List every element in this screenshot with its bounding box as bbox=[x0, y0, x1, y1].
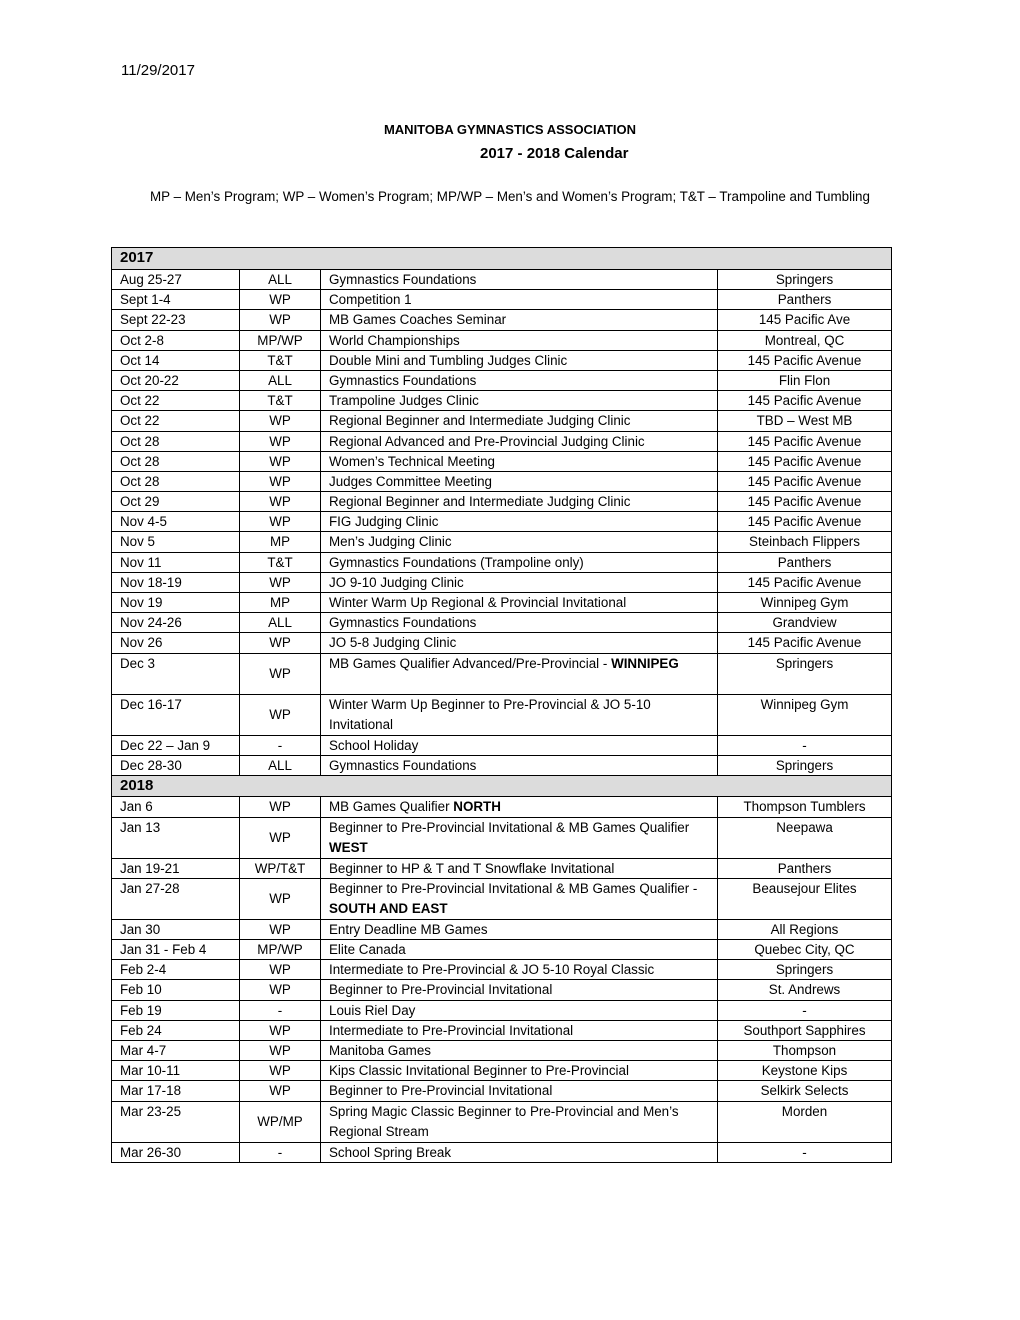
year-label: 2018 bbox=[112, 775, 892, 797]
event-date: Mar 10-11 bbox=[112, 1061, 240, 1081]
event-program: T&T bbox=[240, 552, 321, 572]
event-row bbox=[112, 940, 892, 960]
event-date: Dec 3 bbox=[112, 653, 240, 694]
event-date: Oct 28 bbox=[112, 431, 240, 451]
event-name bbox=[321, 653, 718, 694]
event-row bbox=[112, 350, 892, 370]
event-name-text: Regional Beginner and Intermediate Judging Clinic bbox=[329, 413, 631, 429]
event-row bbox=[112, 653, 892, 694]
event-date: Jan 19-21 bbox=[112, 858, 240, 878]
event-row bbox=[112, 1081, 892, 1101]
event-program: MP bbox=[240, 532, 321, 552]
event-name bbox=[321, 370, 718, 390]
event-region-label: WINNIPEG bbox=[611, 655, 679, 671]
event-date: Oct 2-8 bbox=[112, 330, 240, 350]
event-location: Winnipeg Gym bbox=[718, 593, 892, 613]
event-name-text: Gymnastics Foundations bbox=[329, 757, 477, 773]
event-location: Steinbach Flippers bbox=[718, 532, 892, 552]
event-program: WP bbox=[240, 1081, 321, 1101]
event-date: Oct 14 bbox=[112, 350, 240, 370]
event-row bbox=[112, 797, 892, 817]
event-row bbox=[112, 290, 892, 310]
event-program: WP bbox=[240, 310, 321, 330]
event-name-text: Judges Committee Meeting bbox=[329, 473, 492, 489]
event-row bbox=[112, 1101, 892, 1142]
event-location: 145 Pacific Avenue bbox=[718, 350, 892, 370]
event-row bbox=[112, 471, 892, 491]
event-program: WP bbox=[240, 878, 321, 919]
event-name-text: Beginner to Pre-Provincial Invitational bbox=[329, 1083, 553, 1099]
event-location: Montreal, QC bbox=[718, 330, 892, 350]
event-name bbox=[321, 940, 718, 960]
event-location: 145 Pacific Avenue bbox=[718, 492, 892, 512]
event-region-label: NORTH bbox=[453, 799, 501, 815]
event-date: Sept 1-4 bbox=[112, 290, 240, 310]
event-location: Panthers bbox=[718, 290, 892, 310]
event-name-text: JO 5-8 Judging Clinic bbox=[329, 635, 457, 651]
event-row bbox=[112, 572, 892, 592]
event-name-text: JO 9-10 Judging Clinic bbox=[329, 574, 464, 590]
event-program: ALL bbox=[240, 755, 321, 775]
event-name-text: Regional Advanced and Pre-Provincial Judging Clinic bbox=[329, 433, 645, 449]
event-name-text: Intermediate to Pre-Provincial & JO 5-10 Royal Classic bbox=[329, 962, 655, 978]
event-name bbox=[321, 310, 718, 330]
event-location: 145 Pacific Avenue bbox=[718, 451, 892, 471]
document-date: 11/29/2017 bbox=[121, 62, 195, 79]
event-program: WP bbox=[240, 471, 321, 491]
event-name-text: Winter Warm Up Regional & Provincial Invitational bbox=[329, 595, 627, 610]
event-name-text: Entry Deadline MB Games bbox=[329, 921, 488, 937]
event-name bbox=[321, 1101, 718, 1142]
event-row bbox=[112, 755, 892, 775]
event-location: Thompson bbox=[718, 1040, 892, 1060]
event-row bbox=[112, 431, 892, 451]
event-location: 145 Pacific Avenue bbox=[718, 391, 892, 411]
event-name bbox=[321, 1020, 718, 1040]
event-date: Dec 16-17 bbox=[112, 694, 240, 735]
event-row bbox=[112, 817, 892, 858]
event-name bbox=[321, 492, 718, 512]
event-program: WP bbox=[240, 1040, 321, 1060]
event-name bbox=[321, 451, 718, 471]
event-name-text: Beginner to Pre-Provincial Invitational & MB Games Qualifier bbox=[329, 819, 690, 835]
event-name-text: School Holiday bbox=[329, 737, 419, 753]
event-row bbox=[112, 694, 892, 735]
event-program: T&T bbox=[240, 391, 321, 411]
event-location: 145 Pacific Avenue bbox=[718, 512, 892, 532]
event-name bbox=[321, 980, 718, 1000]
program-legend: MP – Men’s Program; WP – Women’s Program; MP/WP – Men’s and Women’s Program; T&T – Trampoline and Tumbling bbox=[150, 189, 870, 204]
event-region-label: SOUTH AND EAST bbox=[329, 900, 448, 916]
event-name bbox=[321, 532, 718, 552]
event-name bbox=[321, 797, 718, 817]
event-location: 145 Pacific Ave bbox=[718, 310, 892, 330]
event-date: Aug 25-27 bbox=[112, 270, 240, 290]
event-name bbox=[321, 1000, 718, 1020]
event-program: MP/WP bbox=[240, 940, 321, 960]
event-row bbox=[112, 960, 892, 980]
event-date: Mar 23-25 bbox=[112, 1101, 240, 1142]
event-name-text: Manitoba Games bbox=[329, 1042, 431, 1058]
event-name-text: Beginner to Pre-Provincial Invitational & MB Games Qualifier - bbox=[329, 880, 698, 896]
event-date: Jan 27-28 bbox=[112, 878, 240, 919]
event-location: Grandview bbox=[718, 613, 892, 633]
event-row bbox=[112, 878, 892, 919]
event-name bbox=[321, 817, 718, 858]
event-location: 145 Pacific Avenue bbox=[718, 431, 892, 451]
event-date: Nov 24-26 bbox=[112, 613, 240, 633]
event-name-text: Competition 1 bbox=[329, 292, 412, 308]
event-name bbox=[321, 552, 718, 572]
event-location: Panthers bbox=[718, 552, 892, 572]
event-name bbox=[321, 330, 718, 350]
event-name-text: Beginner to HP & T and T Snowflake Invitational bbox=[329, 860, 615, 876]
event-program: WP bbox=[240, 431, 321, 451]
event-name bbox=[321, 350, 718, 370]
event-date: Mar 17-18 bbox=[112, 1081, 240, 1101]
event-name-text: Gymnastics Foundations bbox=[329, 372, 477, 388]
event-program: WP bbox=[240, 694, 321, 735]
event-date: Oct 22 bbox=[112, 391, 240, 411]
event-program: - bbox=[240, 1000, 321, 1020]
event-program: WP bbox=[240, 797, 321, 817]
event-row bbox=[112, 1040, 892, 1060]
event-name-text: Gymnastics Foundations bbox=[329, 272, 477, 287]
event-region-label: WEST bbox=[329, 839, 368, 855]
event-date: Oct 28 bbox=[112, 451, 240, 471]
event-row bbox=[112, 310, 892, 330]
calendar-title: 2017 - 2018 Calendar bbox=[480, 145, 629, 162]
event-program: WP/T&T bbox=[240, 858, 321, 878]
organization-name: MANITOBA GYMNASTICS ASSOCIATION bbox=[383, 122, 637, 137]
event-location: Springers bbox=[718, 653, 892, 694]
event-name bbox=[321, 633, 718, 653]
event-date: Oct 29 bbox=[112, 492, 240, 512]
event-name-text: MB Games Qualifier bbox=[329, 799, 454, 815]
calendar-table bbox=[111, 247, 892, 1163]
event-name-text: Intermediate to Pre-Provincial Invitational bbox=[329, 1022, 574, 1038]
event-name-text: Spring Magic Classic Beginner to Pre-Provincial and Men’s Regional Stream bbox=[329, 1103, 679, 1139]
event-name bbox=[321, 694, 718, 735]
event-row bbox=[112, 633, 892, 653]
event-program: WP bbox=[240, 290, 321, 310]
event-name bbox=[321, 270, 718, 290]
event-name bbox=[321, 858, 718, 878]
event-row bbox=[112, 391, 892, 411]
event-program: WP/MP bbox=[240, 1101, 321, 1142]
event-date: Nov 5 bbox=[112, 532, 240, 552]
event-location: 145 Pacific Avenue bbox=[718, 633, 892, 653]
event-name bbox=[321, 919, 718, 939]
event-name-text: Winter Warm Up Beginner to Pre-Provincial & JO 5-10 Invitational bbox=[329, 696, 651, 732]
event-row bbox=[112, 593, 892, 613]
event-program: ALL bbox=[240, 370, 321, 390]
event-name bbox=[321, 411, 718, 431]
event-location: Neepawa bbox=[718, 817, 892, 858]
event-date: Jan 30 bbox=[112, 919, 240, 939]
event-name bbox=[321, 1081, 718, 1101]
event-program: WP bbox=[240, 919, 321, 939]
event-name bbox=[321, 593, 718, 613]
event-row bbox=[112, 552, 892, 572]
event-name bbox=[321, 878, 718, 919]
event-date: Oct 28 bbox=[112, 471, 240, 491]
event-date: Dec 22 – Jan 9 bbox=[112, 735, 240, 755]
event-location: - bbox=[718, 1142, 892, 1162]
event-location: Selkirk Selects bbox=[718, 1081, 892, 1101]
event-name-text: MB Games Qualifier Advanced/Pre-Provincial - bbox=[329, 655, 612, 671]
event-location: Winnipeg Gym bbox=[718, 694, 892, 735]
event-location: Flin Flon bbox=[718, 370, 892, 390]
event-date: Sept 22-23 bbox=[112, 310, 240, 330]
event-date: Mar 4-7 bbox=[112, 1040, 240, 1060]
event-name bbox=[321, 471, 718, 491]
event-program: WP bbox=[240, 653, 321, 694]
event-row bbox=[112, 1142, 892, 1162]
event-row bbox=[112, 735, 892, 755]
event-program: WP bbox=[240, 411, 321, 431]
event-location: 145 Pacific Avenue bbox=[718, 572, 892, 592]
event-name bbox=[321, 613, 718, 633]
event-location: Keystone Kips bbox=[718, 1061, 892, 1081]
event-location: Springers bbox=[718, 270, 892, 290]
event-location: Beausejour Elites bbox=[718, 878, 892, 919]
event-row bbox=[112, 1000, 892, 1020]
event-name bbox=[321, 1040, 718, 1060]
event-date: Nov 11 bbox=[112, 552, 240, 572]
event-name-text: FIG Judging Clinic bbox=[329, 514, 439, 530]
event-program: WP bbox=[240, 492, 321, 512]
event-program: MP bbox=[240, 593, 321, 613]
event-program: ALL bbox=[240, 270, 321, 290]
event-date: Mar 26-30 bbox=[112, 1142, 240, 1162]
event-date: Feb 19 bbox=[112, 1000, 240, 1020]
event-name-text: Louis Riel Day bbox=[329, 1002, 416, 1018]
event-location: Quebec City, QC bbox=[718, 940, 892, 960]
event-row bbox=[112, 1020, 892, 1040]
event-row bbox=[112, 858, 892, 878]
event-program: WP bbox=[240, 572, 321, 592]
event-row bbox=[112, 980, 892, 1000]
event-name bbox=[321, 290, 718, 310]
event-program: WP bbox=[240, 960, 321, 980]
event-name bbox=[321, 1142, 718, 1162]
event-name-text: Trampoline Judges Clinic bbox=[329, 393, 479, 409]
event-date: Jan 6 bbox=[112, 797, 240, 817]
year-label: 2017 bbox=[112, 248, 892, 270]
event-name bbox=[321, 755, 718, 775]
event-row bbox=[112, 919, 892, 939]
event-program: WP bbox=[240, 817, 321, 858]
event-program: WP bbox=[240, 451, 321, 471]
event-location: TBD – West MB bbox=[718, 411, 892, 431]
event-program: WP bbox=[240, 1020, 321, 1040]
event-program: WP bbox=[240, 633, 321, 653]
event-program: WP bbox=[240, 1061, 321, 1081]
event-name-text: World Championships bbox=[329, 332, 460, 348]
event-name bbox=[321, 1061, 718, 1081]
event-row bbox=[112, 270, 892, 290]
event-date: Feb 24 bbox=[112, 1020, 240, 1040]
event-location: - bbox=[718, 735, 892, 755]
event-location: - bbox=[718, 1000, 892, 1020]
event-name-text: Beginner to Pre-Provincial Invitational bbox=[329, 982, 553, 998]
event-location: Springers bbox=[718, 960, 892, 980]
year-header-row bbox=[112, 248, 892, 270]
event-program: ALL bbox=[240, 613, 321, 633]
event-location: All Regions bbox=[718, 919, 892, 939]
event-name-text: Men’s Judging Clinic bbox=[329, 534, 452, 550]
event-row bbox=[112, 370, 892, 390]
event-program: - bbox=[240, 1142, 321, 1162]
event-location: Panthers bbox=[718, 858, 892, 878]
event-name-text: Regional Beginner and Intermediate Judging Clinic bbox=[329, 494, 631, 510]
event-name-text: Women’s Technical Meeting bbox=[329, 453, 495, 469]
event-date: Oct 22 bbox=[112, 411, 240, 431]
event-program: WP bbox=[240, 512, 321, 532]
event-name-text: MB Games Coaches Seminar bbox=[329, 312, 507, 328]
event-location: Springers bbox=[718, 755, 892, 775]
event-name-text: Gymnastics Foundations (Trampoline only) bbox=[329, 554, 584, 570]
event-row bbox=[112, 512, 892, 532]
event-row bbox=[112, 451, 892, 471]
event-date: Oct 20-22 bbox=[112, 370, 240, 390]
event-program: WP bbox=[240, 980, 321, 1000]
event-name bbox=[321, 512, 718, 532]
event-location: Thompson Tumblers bbox=[718, 797, 892, 817]
event-name-text: Elite Canada bbox=[329, 942, 406, 957]
event-name bbox=[321, 735, 718, 755]
event-location: Southport Sapphires bbox=[718, 1020, 892, 1040]
event-date: Jan 31 - Feb 4 bbox=[112, 940, 240, 960]
event-date: Nov 18-19 bbox=[112, 572, 240, 592]
event-name bbox=[321, 431, 718, 451]
year-header-row bbox=[112, 775, 892, 797]
event-date: Nov 19 bbox=[112, 593, 240, 613]
event-date: Dec 28-30 bbox=[112, 755, 240, 775]
event-program: MP/WP bbox=[240, 330, 321, 350]
event-date: Nov 26 bbox=[112, 633, 240, 653]
event-name bbox=[321, 572, 718, 592]
event-program: T&T bbox=[240, 350, 321, 370]
event-location: 145 Pacific Avenue bbox=[718, 471, 892, 491]
event-location: St. Andrews bbox=[718, 980, 892, 1000]
event-row bbox=[112, 411, 892, 431]
event-date: Feb 10 bbox=[112, 980, 240, 1000]
event-name-text: Kips Classic Invitational Beginner to Pre-Provincial bbox=[329, 1063, 629, 1079]
event-date: Jan 13 bbox=[112, 817, 240, 858]
event-program: - bbox=[240, 735, 321, 755]
event-name-text: Gymnastics Foundations bbox=[329, 615, 477, 631]
event-location: Morden bbox=[718, 1101, 892, 1142]
event-date: Feb 2-4 bbox=[112, 960, 240, 980]
event-name-text: School Spring Break bbox=[329, 1144, 452, 1160]
event-row bbox=[112, 532, 892, 552]
event-row bbox=[112, 613, 892, 633]
event-row bbox=[112, 1061, 892, 1081]
event-name bbox=[321, 391, 718, 411]
event-name-text: Double Mini and Tumbling Judges Clinic bbox=[329, 352, 568, 368]
event-row bbox=[112, 492, 892, 512]
event-date: Nov 4-5 bbox=[112, 512, 240, 532]
event-name bbox=[321, 960, 718, 980]
event-row bbox=[112, 330, 892, 350]
